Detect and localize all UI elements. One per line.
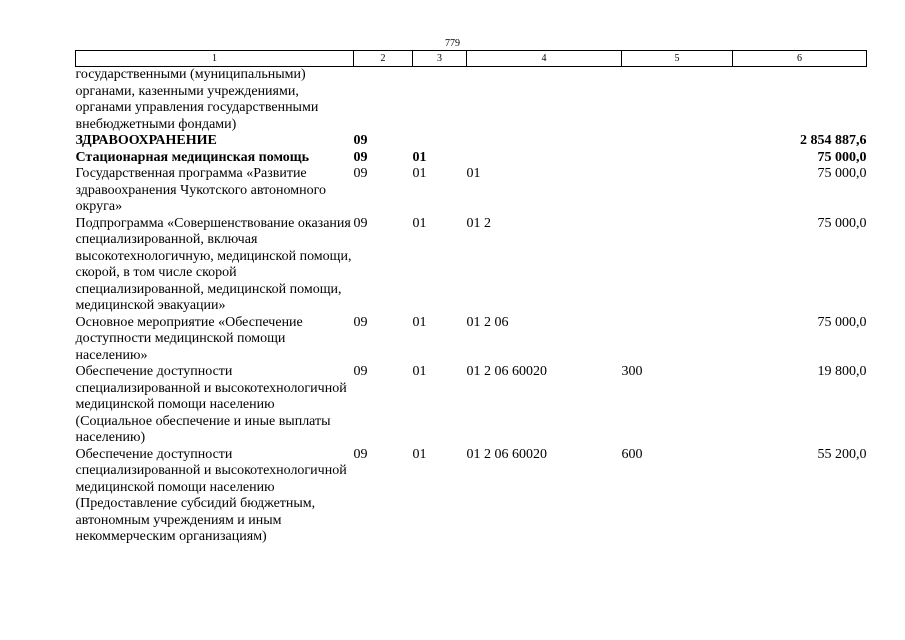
cell-amount: 75 000,0 [817,215,867,231]
cell-section [354,67,413,134]
cell-section: 09 [353,364,368,379]
cell-name: Обеспечение доступности специализированной и высокотехнологичной медицинской помощи населению (Социальное обеспечение и иные выплаты населению) [75,364,347,445]
cell-amount [733,67,867,134]
cell-subsection: 01 [412,364,427,379]
table-row [76,166,867,216]
table-row [76,447,867,546]
cell-amount: 19 800,0 [817,364,867,379]
cell-expense-type [622,166,733,216]
cell-expense-type [622,315,733,365]
cell-expense-type [622,133,733,150]
cell-target-article: 01 [466,166,481,181]
cell-name: Основное мероприятие «Обеспечение доступности медицинской помощи населению» [75,314,303,363]
cell-expense-type [622,67,733,134]
cell-subsection: 01 [412,149,427,165]
cell-name: Государственная программа «Развитие здравоохранения Чукотского автономного округа» [75,166,326,214]
cell-target-article: 01 2 [466,215,491,231]
cell-section: 09 [353,446,368,462]
cell-target-article [467,150,622,167]
cell-section: 09 [353,166,368,181]
cell-name: Стационарная медицинская помощь [75,149,310,165]
cell-amount: 75 000,0 [817,314,867,330]
cell-subsection: 01 [412,314,427,330]
table-row [76,67,867,134]
cell-amount: 2 854 887,6 [800,133,867,148]
cell-amount: 55 200,0 [817,446,867,462]
cell-section: 09 [353,149,368,165]
cell-name: государственными (муниципальными) органами, казенными учреждениями, органами управления государственными внебюджетными фондами) [75,67,319,132]
cell-target-article: 01 2 06 [466,314,509,330]
cell-expense-type [622,150,733,167]
cell-section: 09 [353,314,368,330]
cell-amount: 75 000,0 [817,166,867,181]
table-row [76,364,867,447]
cell-subsection: 01 [412,166,427,181]
cell-name: ЗДРАВООХРАНЕНИЕ [75,133,217,148]
cell-target-article: 01 2 06 60020 [466,364,547,379]
header-row [76,51,867,67]
table-row [76,216,867,315]
budget-table [75,50,867,546]
cell-target-article [467,67,622,134]
cell-section: 09 [353,133,368,148]
table-row [76,150,867,167]
cell-expense-type: 600 [621,446,643,462]
header-col-6: 6 [733,51,867,67]
cell-amount: 75 000,0 [817,149,867,165]
header-col-3: 3 [413,51,467,67]
header-col-1: 1 [76,51,354,67]
cell-name: Подпрограмма «Совершенствование оказания специализированной, включая высокотехнологичную, медицинской помощи, скорой, в том числе скорой специализированной, медицинской помощи, медицинской эвакуации» [75,215,352,313]
cell-section: 09 [353,215,368,231]
page-number: 779 [445,38,460,49]
cell-expense-type: 300 [621,364,643,379]
cell-subsection: 01 [412,446,427,462]
cell-target-article: 01 2 06 60020 [466,446,547,462]
cell-name: Обеспечение доступности специализированной и высокотехнологичной медицинской помощи населению (Предоставление субсидий бюджетным, автономным учреждениям и иным некоммерческим организациям) [75,446,347,544]
cell-subsection: 01 [412,215,427,231]
header-col-2: 2 [354,51,413,67]
table-row [76,315,867,365]
cell-subsection [413,67,467,134]
cell-subsection [413,133,467,150]
cell-expense-type [622,216,733,315]
cell-target-article [467,133,622,150]
table-row [76,133,867,150]
header-col-4: 4 [467,51,622,67]
header-col-5: 5 [622,51,733,67]
